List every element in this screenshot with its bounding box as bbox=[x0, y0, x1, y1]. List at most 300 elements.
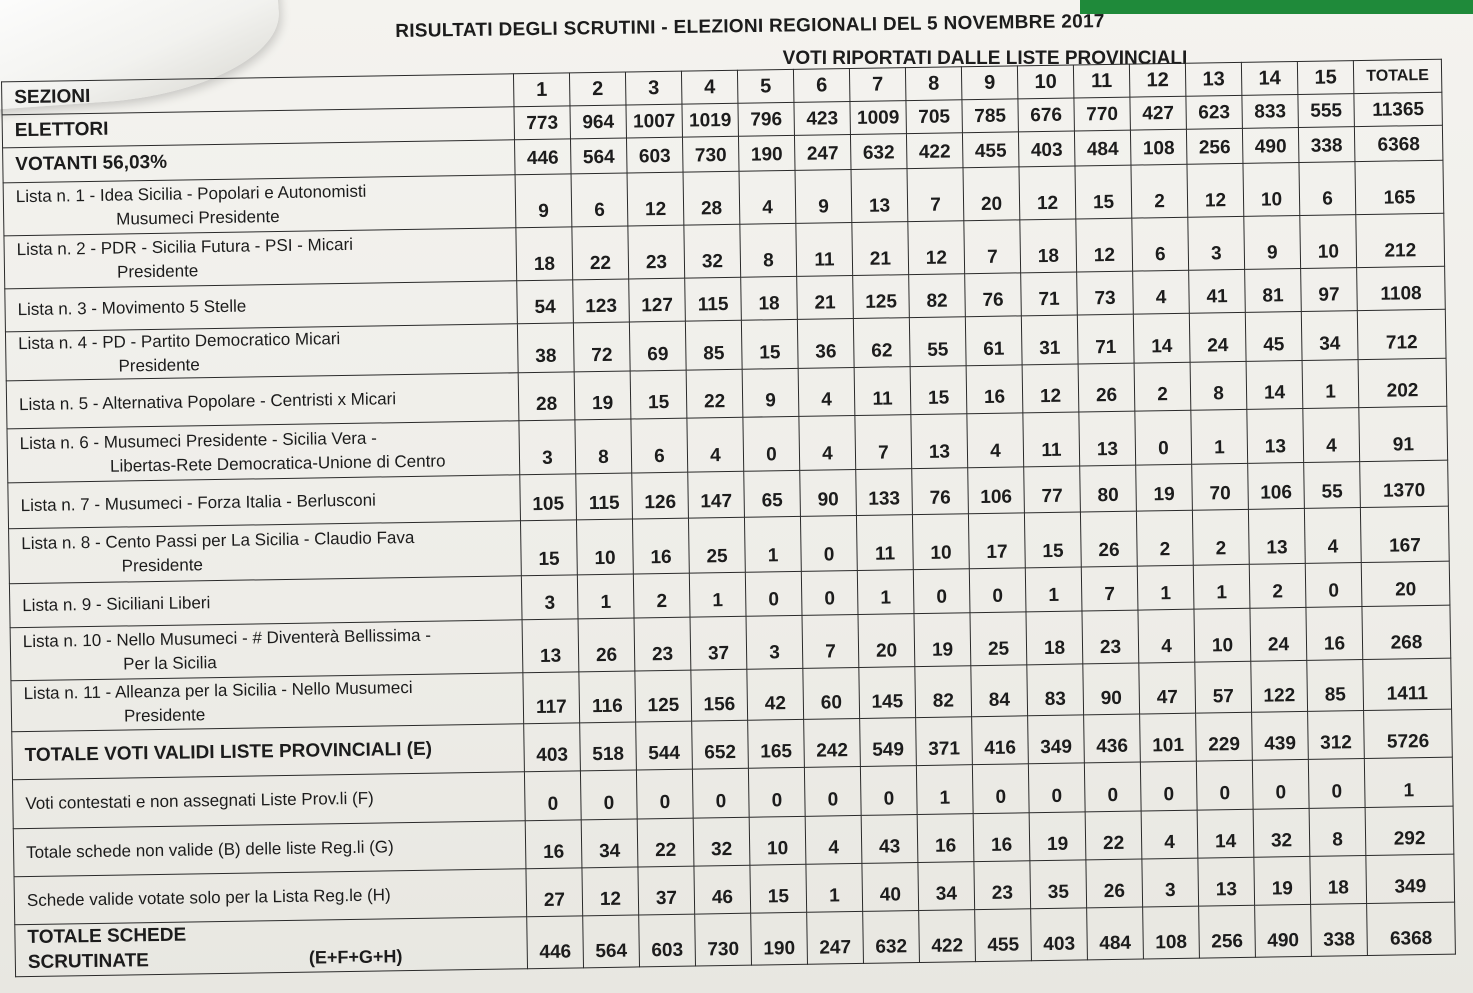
section-value: 11 bbox=[856, 515, 913, 571]
section-value: 3 bbox=[521, 575, 578, 620]
section-value: 1 bbox=[1193, 564, 1250, 609]
section-value: 4 bbox=[1138, 609, 1195, 663]
row-total: 11365 bbox=[1354, 92, 1443, 126]
section-value: 256 bbox=[1199, 905, 1256, 958]
section-value: 423 bbox=[794, 102, 851, 136]
section-value: 34 bbox=[581, 819, 638, 868]
section-value: 1 bbox=[916, 765, 973, 815]
row-total: 167 bbox=[1360, 506, 1449, 562]
section-value: 20 bbox=[963, 167, 1020, 221]
section-value: 13 bbox=[1248, 508, 1305, 564]
section-value: 11 bbox=[796, 223, 853, 277]
section-value: 785 bbox=[962, 99, 1019, 133]
section-value: 13 bbox=[911, 414, 968, 469]
section-value: 9 bbox=[1244, 215, 1301, 269]
row-label-line1: Lista n. 5 - Alternativa Popolare - Centristi x Micari bbox=[18, 388, 397, 414]
section-value: 13 bbox=[1198, 857, 1255, 906]
row-label bbox=[5, 324, 518, 381]
section-value: 25 bbox=[688, 517, 745, 573]
row-label-line1: TOTALE SCHEDE SCRUTINATE bbox=[27, 924, 187, 974]
row-label-line1: Lista n. 6 - Musumeci Presidente - Sicilia Vera - bbox=[19, 428, 377, 453]
section-value: 349 bbox=[1028, 715, 1085, 764]
section-value: 145 bbox=[859, 667, 916, 719]
section-value: 41 bbox=[1189, 269, 1246, 313]
section-value: 62 bbox=[853, 318, 910, 368]
section-value: 24 bbox=[1189, 312, 1246, 362]
section-value: 12 bbox=[1019, 166, 1076, 220]
section-value: 82 bbox=[909, 274, 966, 318]
section-value: 15 bbox=[1075, 165, 1132, 219]
section-value: 8 bbox=[575, 419, 632, 474]
section-value: 9 bbox=[795, 170, 852, 224]
section-header: 2 bbox=[569, 72, 626, 106]
section-value: 247 bbox=[807, 911, 864, 964]
section-value: 0 bbox=[636, 769, 693, 819]
section-value: 773 bbox=[514, 106, 571, 140]
section-value: 2 bbox=[1136, 510, 1193, 566]
section-value: 1019 bbox=[682, 103, 739, 137]
section-value: 4 bbox=[805, 815, 862, 864]
section-header: 11 bbox=[1073, 64, 1130, 98]
section-value: 1 bbox=[744, 516, 801, 572]
section-header: 3 bbox=[625, 71, 682, 105]
section-value: 13 bbox=[1079, 411, 1136, 466]
section-value: 490 bbox=[1255, 904, 1312, 957]
section-value: 90 bbox=[1083, 663, 1140, 715]
total-header: TOTALE bbox=[1353, 59, 1442, 93]
row-label bbox=[3, 175, 516, 236]
section-value: 4 bbox=[1304, 508, 1361, 564]
section-value: 19 bbox=[574, 371, 631, 420]
row-label-line1: Lista n. 7 - Musumeci - Forza Italia - Berlusconi bbox=[20, 490, 377, 515]
section-header: 8 bbox=[905, 67, 962, 101]
row-total: 212 bbox=[1356, 213, 1445, 267]
section-value: 6 bbox=[631, 418, 688, 473]
section-value: 122 bbox=[1251, 660, 1308, 712]
section-value: 403 bbox=[1031, 908, 1088, 961]
section-value: 60 bbox=[803, 667, 860, 719]
section-value: 632 bbox=[850, 134, 907, 170]
section-value: 10 bbox=[1300, 215, 1357, 269]
section-value: 518 bbox=[580, 722, 637, 771]
section-value: 108 bbox=[1143, 906, 1200, 959]
section-value: 28 bbox=[518, 372, 575, 421]
section-header: 4 bbox=[681, 70, 738, 104]
row-label-line1: VOTANTI 56,03% bbox=[15, 151, 168, 176]
section-value: 14 bbox=[1197, 809, 1254, 858]
section-value: 256 bbox=[1186, 128, 1243, 164]
section-value: 13 bbox=[851, 169, 908, 223]
row-total: 5726 bbox=[1364, 709, 1453, 758]
section-value: 0 bbox=[969, 568, 1026, 613]
section-value: 338 bbox=[1311, 904, 1368, 957]
section-value: 0 bbox=[1135, 410, 1192, 465]
section-value: 43 bbox=[861, 815, 918, 864]
section-header: 14 bbox=[1241, 62, 1298, 96]
section-value: 71 bbox=[1077, 314, 1134, 364]
section-value: 73 bbox=[1077, 271, 1134, 315]
section-value: 26 bbox=[1078, 363, 1135, 412]
section-value: 247 bbox=[794, 135, 851, 171]
section-header: 5 bbox=[737, 69, 794, 103]
section-value: 90 bbox=[800, 469, 857, 516]
section-value: 4 bbox=[1141, 810, 1198, 859]
section-value: 12 bbox=[627, 172, 684, 226]
section-value: 8 bbox=[1190, 361, 1247, 410]
section-value: 9 bbox=[515, 174, 572, 228]
section-value: 14 bbox=[1133, 313, 1190, 363]
section-value: 55 bbox=[1304, 462, 1361, 509]
section-value: 10 bbox=[576, 519, 633, 575]
section-value: 133 bbox=[856, 469, 913, 516]
row-label-line1: TOTALE VOTI VALIDI LISTE PROVINCIALI (E) bbox=[24, 738, 433, 766]
section-value: 18 bbox=[1310, 856, 1367, 905]
section-value: 632 bbox=[863, 911, 920, 964]
section-value: 564 bbox=[570, 138, 627, 174]
section-value: 22 bbox=[686, 369, 743, 418]
section-header: 10 bbox=[1017, 65, 1074, 99]
section-value: 229 bbox=[1196, 712, 1253, 761]
row-total: 1411 bbox=[1363, 658, 1452, 710]
section-value: 15 bbox=[910, 366, 967, 415]
section-value: 549 bbox=[860, 718, 917, 767]
section-value: 15 bbox=[520, 520, 577, 576]
section-value: 796 bbox=[738, 102, 795, 136]
section-header: 13 bbox=[1185, 62, 1242, 96]
section-header: 15 bbox=[1297, 61, 1354, 95]
section-value: 730 bbox=[682, 136, 739, 172]
section-value: 7 bbox=[907, 168, 964, 222]
section-value: 108 bbox=[1130, 129, 1187, 165]
section-value: 16 bbox=[966, 365, 1023, 414]
section-value: 23 bbox=[634, 617, 691, 671]
section-value: 0 bbox=[800, 515, 857, 571]
section-value: 0 bbox=[913, 569, 970, 614]
section-value: 18 bbox=[741, 276, 798, 320]
section-value: 4 bbox=[967, 413, 1024, 468]
section-value: 190 bbox=[751, 912, 808, 965]
row-label-line1: Lista n. 1 - Idea Sicilia - Popolari e Autonomisti bbox=[15, 181, 367, 207]
section-value: 564 bbox=[583, 915, 640, 968]
section-value: 35 bbox=[1030, 860, 1087, 909]
section-value: 16 bbox=[973, 813, 1030, 862]
section-value: 57 bbox=[1195, 661, 1252, 713]
row-label bbox=[8, 475, 521, 529]
section-value: 16 bbox=[1306, 607, 1363, 661]
row-label-line1: Lista n. 4 - PD - Partito Democratico Micari bbox=[17, 329, 341, 354]
section-value: 45 bbox=[1245, 311, 1302, 361]
section-value: 7 bbox=[855, 415, 912, 470]
section-value: 19 bbox=[914, 613, 971, 667]
section-value: 427 bbox=[1130, 96, 1187, 130]
section-value: 7 bbox=[802, 614, 859, 668]
section-value: 125 bbox=[853, 275, 910, 319]
row-total: 6368 bbox=[1367, 902, 1456, 955]
section-value: 47 bbox=[1139, 662, 1196, 714]
section-value: 20 bbox=[858, 614, 915, 668]
section-value: 19 bbox=[1136, 464, 1193, 511]
section-value: 833 bbox=[1242, 94, 1299, 128]
row-total: 20 bbox=[1361, 561, 1450, 606]
row-total: 1370 bbox=[1360, 460, 1449, 507]
row-total: 268 bbox=[1362, 605, 1451, 659]
row-label bbox=[9, 521, 522, 584]
section-value: 42 bbox=[747, 668, 804, 720]
section-value: 439 bbox=[1252, 711, 1309, 760]
section-value: 0 bbox=[1196, 760, 1253, 810]
row-label bbox=[14, 869, 527, 925]
section-value: 4 bbox=[798, 368, 855, 417]
section-value: 26 bbox=[578, 618, 635, 672]
section-value: 0 bbox=[745, 571, 802, 616]
section-value: 24 bbox=[1250, 607, 1307, 661]
section-value: 2 bbox=[1134, 362, 1191, 411]
section-value: 84 bbox=[971, 665, 1028, 717]
section-value: 2 bbox=[1131, 164, 1188, 218]
section-value: 0 bbox=[801, 570, 858, 615]
section-value: 125 bbox=[635, 670, 692, 722]
section-value: 65 bbox=[744, 470, 801, 517]
section-value: 4 bbox=[687, 417, 744, 472]
row-total: 91 bbox=[1359, 406, 1448, 461]
section-value: 76 bbox=[965, 273, 1022, 317]
section-value: 0 bbox=[1140, 761, 1197, 811]
section-value: 455 bbox=[962, 132, 1019, 168]
section-value: 403 bbox=[1018, 131, 1075, 167]
section-value: 2 bbox=[1192, 509, 1249, 565]
section-value: 14 bbox=[1246, 360, 1303, 409]
section-value: 0 bbox=[804, 766, 861, 816]
section-value: 15 bbox=[1024, 512, 1081, 568]
section-value: 312 bbox=[1308, 711, 1365, 760]
section-header: 12 bbox=[1129, 63, 1186, 97]
section-value: 21 bbox=[852, 222, 909, 276]
section-value: 705 bbox=[906, 100, 963, 134]
row-label-line1: Schede valide votate solo per la Lista Reg.le (H) bbox=[26, 884, 391, 910]
row-label-line2: Per la Sicilia bbox=[123, 653, 217, 674]
section-value: 80 bbox=[1080, 465, 1137, 512]
section-value: 13 bbox=[522, 619, 579, 673]
row-label bbox=[11, 673, 524, 732]
section-value: 10 bbox=[749, 816, 806, 865]
section-value: 27 bbox=[526, 868, 583, 917]
section-value: 0 bbox=[860, 766, 917, 816]
row-label-line2: Presidente bbox=[123, 705, 206, 726]
section-value: 123 bbox=[573, 279, 630, 323]
section-value: 9 bbox=[742, 368, 799, 417]
section-value: 22 bbox=[572, 226, 629, 280]
section-value: 1 bbox=[689, 572, 746, 617]
results-table bbox=[1, 59, 1456, 978]
section-value: 1 bbox=[1191, 409, 1248, 464]
section-header: 9 bbox=[961, 66, 1018, 100]
section-value: 455 bbox=[975, 909, 1032, 962]
section-value: 15 bbox=[630, 370, 687, 419]
section-value: 116 bbox=[579, 671, 636, 723]
section-value: 77 bbox=[1024, 466, 1081, 513]
section-value: 19 bbox=[1254, 856, 1311, 905]
section-value: 25 bbox=[970, 612, 1027, 666]
section-value: 55 bbox=[909, 317, 966, 367]
section-value: 446 bbox=[515, 139, 572, 175]
section-value: 1 bbox=[1302, 360, 1359, 409]
section-value: 31 bbox=[1021, 315, 1078, 365]
row-label-line1: Lista n. 9 - Siciliani Liberi bbox=[22, 592, 211, 615]
section-value: 18 bbox=[1026, 611, 1083, 665]
section-value: 69 bbox=[629, 321, 686, 371]
section-value: 19 bbox=[1029, 812, 1086, 861]
section-value: 71 bbox=[1021, 272, 1078, 316]
section-value: 623 bbox=[1186, 95, 1243, 129]
section-value: 3 bbox=[1142, 858, 1199, 907]
section-value: 12 bbox=[1076, 218, 1133, 272]
section-value: 117 bbox=[523, 672, 580, 724]
section-value: 32 bbox=[1253, 808, 1310, 857]
section-value: 652 bbox=[692, 720, 749, 769]
section-value: 7 bbox=[1081, 566, 1138, 611]
section-value: 1 bbox=[1137, 565, 1194, 610]
section-value: 106 bbox=[968, 467, 1025, 514]
row-label-line1: Voti contestati e non assegnati Liste Prov.li (F) bbox=[25, 788, 374, 814]
section-value: 34 bbox=[1301, 311, 1358, 361]
section-value: 0 bbox=[1308, 759, 1365, 809]
section-value: 165 bbox=[748, 719, 805, 768]
section-value: 490 bbox=[1242, 127, 1299, 163]
section-value: 10 bbox=[1243, 162, 1300, 216]
row-total: 6368 bbox=[1354, 125, 1443, 161]
section-value: 0 bbox=[580, 770, 637, 820]
section-header: 7 bbox=[849, 68, 906, 102]
row-total: 292 bbox=[1365, 806, 1454, 855]
section-value: 6 bbox=[571, 173, 628, 227]
row-total: 1108 bbox=[1357, 266, 1446, 310]
section-value: 544 bbox=[636, 721, 693, 770]
section-value: 12 bbox=[582, 867, 639, 916]
section-value: 3 bbox=[746, 615, 803, 669]
section-value: 106 bbox=[1248, 462, 1305, 509]
section-value: 156 bbox=[691, 669, 748, 721]
section-value: 422 bbox=[919, 910, 976, 963]
section-value: 37 bbox=[638, 866, 695, 915]
section-value: 36 bbox=[797, 319, 854, 369]
section-value: 2 bbox=[633, 573, 690, 618]
section-value: 147 bbox=[688, 471, 745, 518]
section-value: 3 bbox=[519, 420, 576, 475]
section-value: 101 bbox=[1140, 713, 1197, 762]
section-value: 15 bbox=[750, 864, 807, 913]
section-value: 21 bbox=[797, 276, 854, 320]
section-value: 484 bbox=[1074, 130, 1131, 166]
section-value: 83 bbox=[1027, 664, 1084, 716]
section-value: 484 bbox=[1087, 907, 1144, 960]
section-value: 4 bbox=[1133, 270, 1190, 314]
section-value: 18 bbox=[1020, 219, 1077, 273]
section-value: 126 bbox=[632, 472, 689, 519]
section-value: 0 bbox=[524, 771, 581, 821]
section-value: 23 bbox=[1082, 610, 1139, 664]
row-label bbox=[12, 724, 525, 780]
row-label-line2: Musumeci Presidente bbox=[116, 207, 280, 229]
section-value: 115 bbox=[685, 277, 742, 321]
row-total: 712 bbox=[1357, 309, 1446, 359]
section-value: 70 bbox=[1192, 463, 1249, 510]
row-label-line2: Presidente bbox=[118, 355, 200, 376]
section-value: 1 bbox=[806, 863, 863, 912]
row-label-line1: Lista n. 2 - PDR - Sicilia Futura - PSI - Micari bbox=[16, 234, 354, 260]
section-value: 0 bbox=[1305, 563, 1362, 608]
row-label bbox=[12, 772, 525, 829]
section-value: 1007 bbox=[626, 104, 683, 138]
section-value: 22 bbox=[637, 818, 694, 867]
row-label-line2: Presidente bbox=[116, 261, 199, 282]
section-value: 17 bbox=[968, 513, 1025, 569]
row-label-line2: Libertas-Rete Democratica-Unione di Centro bbox=[109, 450, 446, 476]
section-value: 603 bbox=[626, 137, 683, 173]
section-value: 72 bbox=[573, 322, 630, 372]
section-value: 12 bbox=[1187, 163, 1244, 217]
section-value: 10 bbox=[912, 514, 969, 570]
section-value: 555 bbox=[1298, 94, 1355, 128]
section-header: 6 bbox=[793, 69, 850, 103]
section-value: 28 bbox=[683, 171, 740, 225]
section-value: 26 bbox=[1086, 859, 1143, 908]
section-value: 127 bbox=[629, 278, 686, 322]
section-value: 76 bbox=[912, 468, 969, 515]
section-value: 16 bbox=[632, 518, 689, 574]
section-value: 10 bbox=[1194, 608, 1251, 662]
row-label bbox=[15, 917, 528, 977]
section-value: 0 bbox=[743, 416, 800, 471]
section-value: 46 bbox=[694, 865, 751, 914]
section-value: 23 bbox=[628, 225, 685, 279]
section-value: 1 bbox=[857, 570, 914, 615]
section-value: 4 bbox=[799, 415, 856, 470]
section-value: 22 bbox=[1085, 811, 1142, 860]
section-value: 676 bbox=[1018, 98, 1075, 132]
section-value: 422 bbox=[906, 133, 963, 169]
row-label bbox=[6, 373, 519, 429]
section-value: 0 bbox=[1084, 762, 1141, 812]
row-label-line1: Totale schede non valide (B) delle liste Reg.li (G) bbox=[25, 836, 394, 862]
section-value: 85 bbox=[685, 320, 742, 370]
section-value: 730 bbox=[695, 913, 752, 966]
document-subtitle: VOTI RIPORTATI DALLE LISTE PROVINCIALI bbox=[782, 48, 1188, 69]
section-value: 436 bbox=[1084, 714, 1141, 763]
section-value: 1 bbox=[1025, 567, 1082, 612]
row-label-line1: Lista n. 11 - Alleanza per la Sicilia - Nello Musumeci bbox=[23, 677, 413, 704]
section-value: 4 bbox=[1303, 408, 1360, 463]
section-value: 34 bbox=[918, 862, 975, 911]
section-value: 37 bbox=[690, 616, 747, 670]
row-label-line1: Lista n. 8 - Cento Passi per La Sicilia - Claudio Fava bbox=[21, 527, 415, 554]
section-value: 0 bbox=[748, 767, 805, 817]
section-value: 338 bbox=[1298, 127, 1355, 163]
section-value: 61 bbox=[965, 316, 1022, 366]
section-value: 0 bbox=[692, 768, 749, 818]
row-label-line1: Lista n. 3 - Movimento 5 Stelle bbox=[17, 296, 247, 320]
row-label-line1: ELETTORI bbox=[14, 118, 109, 142]
section-value: 6 bbox=[1299, 162, 1356, 216]
section-value: 12 bbox=[908, 221, 965, 275]
section-value: 82 bbox=[915, 666, 972, 718]
section-value: 54 bbox=[517, 280, 574, 324]
section-value: 16 bbox=[525, 820, 582, 869]
section-value: 115 bbox=[576, 473, 633, 520]
section-value: 32 bbox=[693, 817, 750, 866]
section-value: 16 bbox=[917, 814, 974, 863]
row-label-line2: Presidente bbox=[121, 555, 204, 576]
section-value: 18 bbox=[516, 227, 573, 281]
